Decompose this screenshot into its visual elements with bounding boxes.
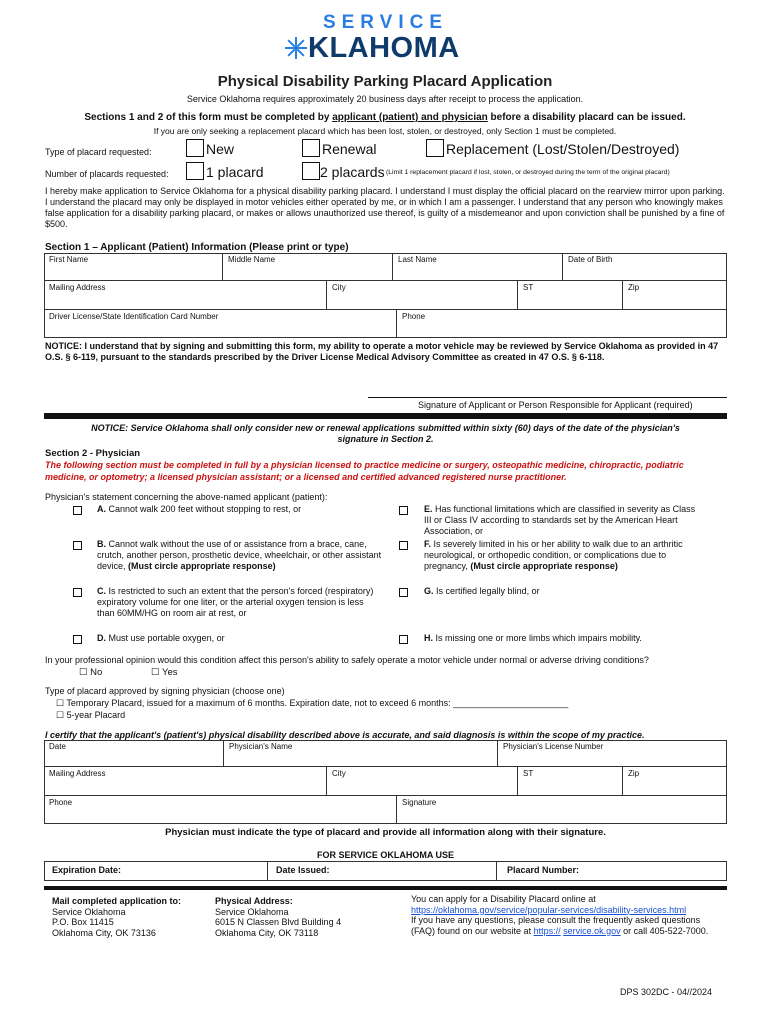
mail-line-2: P.O. Box 11415 [52, 917, 114, 927]
one-placard-label: 1 placard [206, 164, 264, 180]
declaration-text: I hereby make application to Service Oklahoma for a physical disability parking placard. I understand I must display the official placard on the rearview mirror upon parking. I understand the placard may only be displayed in motor vehicles either operated by me, or in which I am a passenger. I understand that any person who knowingly makes false application for a disability parking placard, or makes or allows unauthorized use thereof, is guilty of a misdemeanor and upon conviction shall be punished by a fine of $500. [45, 186, 725, 229]
replacement-option-label: Replacement (Lost/Stolen/Destroyed) [446, 141, 680, 157]
sections-note [0, 112, 770, 123]
physician-address-label: Mailing Address [49, 769, 106, 778]
placard-type-label: Type of placard requested: [45, 147, 152, 157]
physician-signature-notice-line2: signature in Section 2. [337, 434, 434, 444]
physical-heading: Physical Address: [215, 896, 293, 906]
physical-line-2: 6015 N Classen Blvd Building 4 [215, 917, 342, 927]
condition-a: A. Cannot walk 200 feet without stopping to rest, or [97, 504, 302, 514]
physician-license-field[interactable] [498, 740, 727, 767]
section1-notice: NOTICE: I understand that by signing and submitting this form, my ability to operate a motor vehicle may be reviewed by Service Oklahoma as provided in 47 O.S. § 6-119, pursuant to the standards prescribed by the Driver License Medical Advisory Committee as created in 47 O.S. § 6-118. [45, 341, 719, 362]
replacement-note: If you are only seeking a replacement placard which has been lost, stolen, or destroyed, only Section 1 must be completed. [153, 126, 617, 136]
faq-text: If you have any questions, please consult the frequently asked questions (FAQ) found on our website at https:// service.ok.gov or call 405-522-7000. [411, 915, 709, 936]
expiration-date-field [44, 861, 268, 881]
temporary-placard-label: Temporary Placard, issued for a maximum of 6 months. Expiration date, not to exceed 6 months: _______________________ [66, 698, 569, 708]
physician-city-label: City [332, 769, 346, 778]
condition-g: G. Is certified legally blind, or [424, 586, 540, 596]
driving-question: In your professional opinion would this condition affect this person's ability to safely operate a motor vehicle under normal or adverse driving conditions? [45, 655, 649, 665]
last-name-field[interactable] [393, 253, 563, 281]
new-option-label: New [206, 141, 235, 157]
five-year-placard-label: 5-year Placard [66, 710, 126, 720]
physician-zip-label: Zip [628, 769, 640, 778]
physician-must-indicate: Physician must indicate the type of placard and provide all information along with their signature. [165, 827, 606, 838]
temporary-placard-option[interactable]: ☐ Temporary Placard, issued for a maximum of 6 months. Expiration date, not to exceed 6 months: _______________________ [56, 698, 569, 708]
physician-date-field[interactable] [44, 740, 224, 767]
condition-e-checkbox[interactable] [399, 506, 408, 515]
physician-address-field[interactable] [44, 767, 327, 796]
certification-statement: I certify that the applicant's (patient's) physical disability described above is accurate, and said diagnosis is within the scope of my practice. [45, 730, 645, 740]
applicant-signature-line[interactable] [368, 397, 727, 398]
section-divider [44, 413, 727, 419]
replacement-checkbox[interactable] [426, 139, 444, 157]
condition-d-checkbox[interactable] [73, 635, 82, 644]
date-issued-label: Date Issued: [276, 865, 330, 875]
phone-label: Phone [402, 312, 426, 321]
physician-signature-label: Signature [402, 798, 437, 807]
condition-f-checkbox[interactable] [399, 541, 408, 550]
physician-state-label: ST [523, 769, 534, 778]
date-of-birth-field[interactable] [563, 253, 727, 281]
expiration-date-label: Expiration Date: [52, 865, 122, 875]
physician-name-label: Physician's Name [229, 742, 293, 751]
middle-name-field[interactable] [223, 253, 393, 281]
two-placards-label: 2 placards [320, 164, 385, 180]
physician-zip-field[interactable] [623, 767, 727, 796]
zip-label: Zip [628, 283, 640, 292]
condition-h-checkbox[interactable] [399, 635, 408, 644]
zip-field[interactable] [623, 281, 727, 310]
service-oklahoma-logo [284, 32, 474, 66]
faq-link-prefix[interactable]: https:// [533, 925, 561, 936]
placard-number-label: Placard Number: [507, 865, 580, 875]
first-name-label: First Name [49, 255, 89, 264]
physician-license-label: Physician's License Number [503, 742, 604, 751]
two-placards-checkbox[interactable] [302, 162, 320, 180]
statement-intro: Physician's statement concerning the above-named applicant (patient): [45, 492, 328, 502]
physician-date-label: Date [49, 742, 66, 751]
physician-state-field[interactable] [518, 767, 623, 796]
online-application-link[interactable]: https://oklahoma.gov/service/popular-services/disability-services.html [411, 904, 687, 915]
phone-field[interactable] [397, 310, 727, 338]
license-number-field[interactable] [44, 310, 397, 338]
state-label: ST [523, 283, 534, 292]
condition-b-checkbox[interactable] [73, 541, 82, 550]
placard-limit-note: (Limit 1 replacement placard if lost, stolen, or destroyed during the term of the original placard) [386, 169, 670, 176]
section2-heading: Section 2 - Physician [45, 448, 141, 459]
mailing-address-label: Mailing Address [49, 283, 106, 292]
mail-address-block [52, 896, 181, 938]
physician-signature-notice [44, 423, 727, 445]
condition-d: D. Must use portable oxygen, or [97, 633, 225, 643]
driving-yes-label: Yes [161, 667, 178, 678]
sections-note-underlined: applicant (patient) and physician [332, 112, 488, 123]
section1-heading: Section 1 – Applicant (Patient) Information (Please print or type) [45, 242, 349, 253]
license-number-label: Driver License/State Identification Card Number [49, 312, 219, 321]
last-name-label: Last Name [398, 255, 437, 264]
condition-g-checkbox[interactable] [399, 588, 408, 597]
form-number: DPS 302DC - 04//2024 [620, 987, 713, 997]
renewal-option-label: Renewal [322, 141, 377, 157]
condition-e: E. Has functional limitations which are classified in severity as Class III or Class IV according to standards set by the American Heart Association, or [424, 504, 696, 536]
subtitle: Service Oklahoma requires approximately 20 business days after receipt to process the application. [186, 94, 584, 104]
condition-a-checkbox[interactable] [73, 506, 82, 515]
sections-note-pre: Sections 1 and 2 of this form must be completed by [84, 112, 333, 123]
approved-type-label: Type of placard approved by signing physician (choose one) [45, 686, 285, 696]
driving-no-label: No [90, 667, 103, 678]
physician-name-field[interactable] [224, 740, 498, 767]
mail-line-1: Service Oklahoma [52, 906, 126, 917]
physician-signature-field[interactable] [397, 796, 727, 824]
page-title: Physical Disability Parking Placard Application [217, 73, 553, 90]
physician-phone-field[interactable] [44, 796, 397, 824]
mail-heading: Mail completed application to: [52, 896, 182, 906]
physician-requirements-note: The following section must be completed in full by a physician licensed to practice medicine or surgery, osteopathic medicine, chiropractic, podiatric medicine, or optometry; a licensed physician assistant; or a licensed and certified advanced registered nurse practitioner. [45, 460, 684, 482]
city-field[interactable] [327, 281, 518, 310]
placard-count-label: Number of placards requested: [45, 169, 169, 179]
sections-note-post: before a disability placard can be issued. [487, 112, 686, 123]
one-placard-checkbox[interactable] [186, 162, 204, 180]
condition-c: C. Is restricted to such an extent that the person's forced (respiratory) expiratory volume for one liter, or the arterial oxygen tension is less than 60MM/HG on room air at rest, or [97, 586, 374, 618]
new-checkbox[interactable] [186, 139, 204, 157]
middle-name-label: Middle Name [228, 255, 276, 264]
logo-service-text: SERVICE [322, 12, 449, 33]
online-info-block [411, 894, 723, 936]
condition-c-checkbox[interactable] [73, 588, 82, 597]
physician-signature-notice-line1: NOTICE: Service Oklahoma shall only consider new or renewal applications submitted within sixty (60) days of the date of the physician's [91, 423, 680, 433]
logo-oklahoma-text: KLAHOMA [308, 32, 460, 64]
physician-city-field[interactable] [327, 767, 518, 796]
online-text: You can apply for a Disability Placard online at [411, 894, 596, 904]
faq-website-link[interactable]: service.ok.gov [563, 925, 621, 936]
city-label: City [332, 283, 346, 292]
mail-line-3: Oklahoma City, OK 73136 [52, 927, 156, 938]
first-name-field[interactable] [44, 253, 223, 281]
condition-f: F. Is severely limited in his or her ability to walk due to an arthritic neurological, or orthopedic condition, or complications due to pregnancy, (Must circle appropriate response) [424, 539, 683, 571]
driving-no-option[interactable]: ☐ No [79, 667, 103, 678]
physician-phone-label: Phone [49, 798, 73, 807]
renewal-checkbox[interactable] [302, 139, 320, 157]
footer-divider [44, 886, 727, 890]
condition-h: H. Is missing one or more limbs which impairs mobility. [424, 633, 642, 643]
state-field[interactable] [518, 281, 623, 310]
date-of-birth-label: Date of Birth [568, 255, 613, 264]
mailing-address-field[interactable] [44, 281, 327, 310]
physical-line-1: Service Oklahoma [215, 906, 289, 917]
physical-line-3: Oklahoma City, OK 73118 [215, 927, 319, 938]
five-year-placard-option[interactable]: ☐ 5-year Placard [56, 710, 126, 720]
physical-address-block [215, 896, 341, 938]
logo-star-icon [284, 36, 308, 60]
date-issued-field [268, 861, 497, 881]
applicant-signature-label: Signature of Applicant or Person Responsible for Applicant (required) [418, 400, 693, 410]
office-use-heading: FOR SERVICE OKLAHOMA USE [316, 850, 454, 860]
placard-number-field [497, 861, 727, 881]
driving-yes-option[interactable]: ☐ Yes [151, 667, 178, 678]
condition-b: B. Cannot walk without the use of or assistance from a brace, cane, crutch, another person, prosthetic device, wheelchair, or other assistant device, (Must circle appropriate response) [97, 539, 382, 571]
